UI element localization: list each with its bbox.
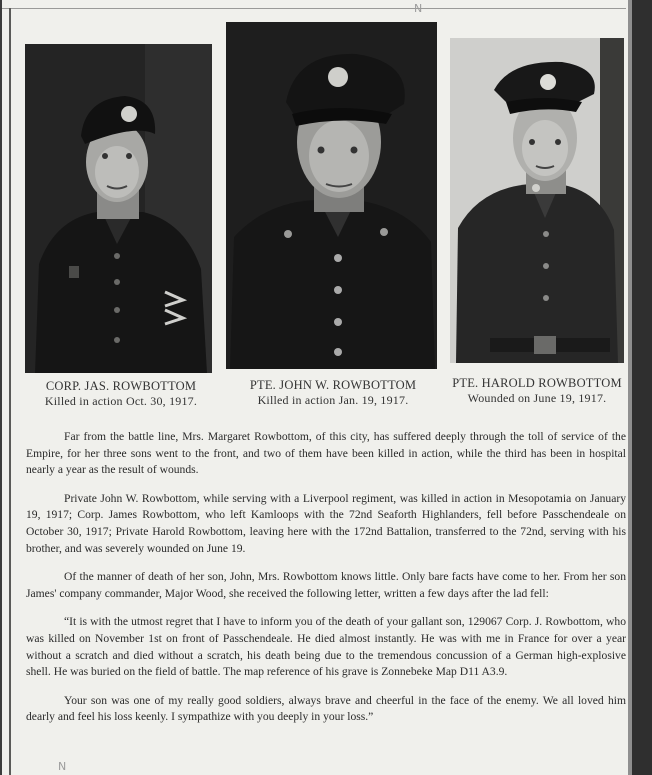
left-rule [9,8,11,775]
caption-name: CORP. JAS. ROWBOTTOM [45,379,197,393]
caption-pte-harold [448,375,626,406]
caption-pte-john [226,377,440,408]
article-paragraph: Far from the battle line, Mrs. Margaret Rowbottom, of this city, has suffered deeply through the toll of service of the Empire, for her three sons went to the front, and two of them have been killed in action, while the third has been in hospital nearly a year as the result of wounds. [26,430,626,477]
scan-border [632,0,652,775]
letter-paragraph: “It is with the utmost regret that I have to inform you of the death of your gallant son, 129067 Corp. J. Rowbottom, who was killed on November 1st on front of Passchendeale. He died almost instantly. He was with me in France for over a year without a scratch and died without a scratch, his death being due to the tremendous concussion of a German high-explosive shell. He was buried on the field of battle. The map reference of his grave is Zonnebeke Map D11 A3.9. [26,615,626,679]
scan-mark-bottom: N [58,760,67,773]
caption-status: Wounded on June 19, 1917. [467,391,607,405]
portrait-private-peaked-cap-photo [450,38,624,363]
caption-status: Killed in action Jan. 19, 1917. [257,393,409,407]
top-rule [2,8,626,9]
article-paragraph: Of the manner of death of her son, John, Mrs. Rowbottom knows little. Only bare facts have come to her. From her son James' company commander, Major Wood, she received the following letter, written a few days after the lad fell: [26,570,626,600]
caption-status: Killed in action Oct. 30, 1917. [44,394,198,408]
article-paragraph: Private John W. Rowbottom, while serving with a Liverpool regiment, was killed in action in Mesopotamia on January 19, 1917; Corp. James Rowbottom, who left Kamloops with the 72nd Seaforth Highlanders, fell before Passchendeale on October 30, 1917; Private Harold Rowbottom, leaving here with the 172nd Battalion, transferred to the 72nd, serving with his brother, and was severely wounded on June 19. [26,491,626,555]
scan-mark-top: N [414,2,423,15]
caption-name: PTE. JOHN W. ROWBOTTOM [249,378,417,392]
letter-paragraph: Your son was one of my really good soldiers, always brave and cheerful in the face of the enemy. We all loved him dearly and feel his loss keenly. I sympathize with you deeply in your loss.” [26,693,626,724]
article-body [26,429,626,726]
portrait-private-photo [226,22,437,369]
caption-corp-jas [22,378,220,409]
portrait-corporal-photo [25,44,212,373]
caption-name: PTE. HAROLD ROWBOTTOM [452,376,622,390]
